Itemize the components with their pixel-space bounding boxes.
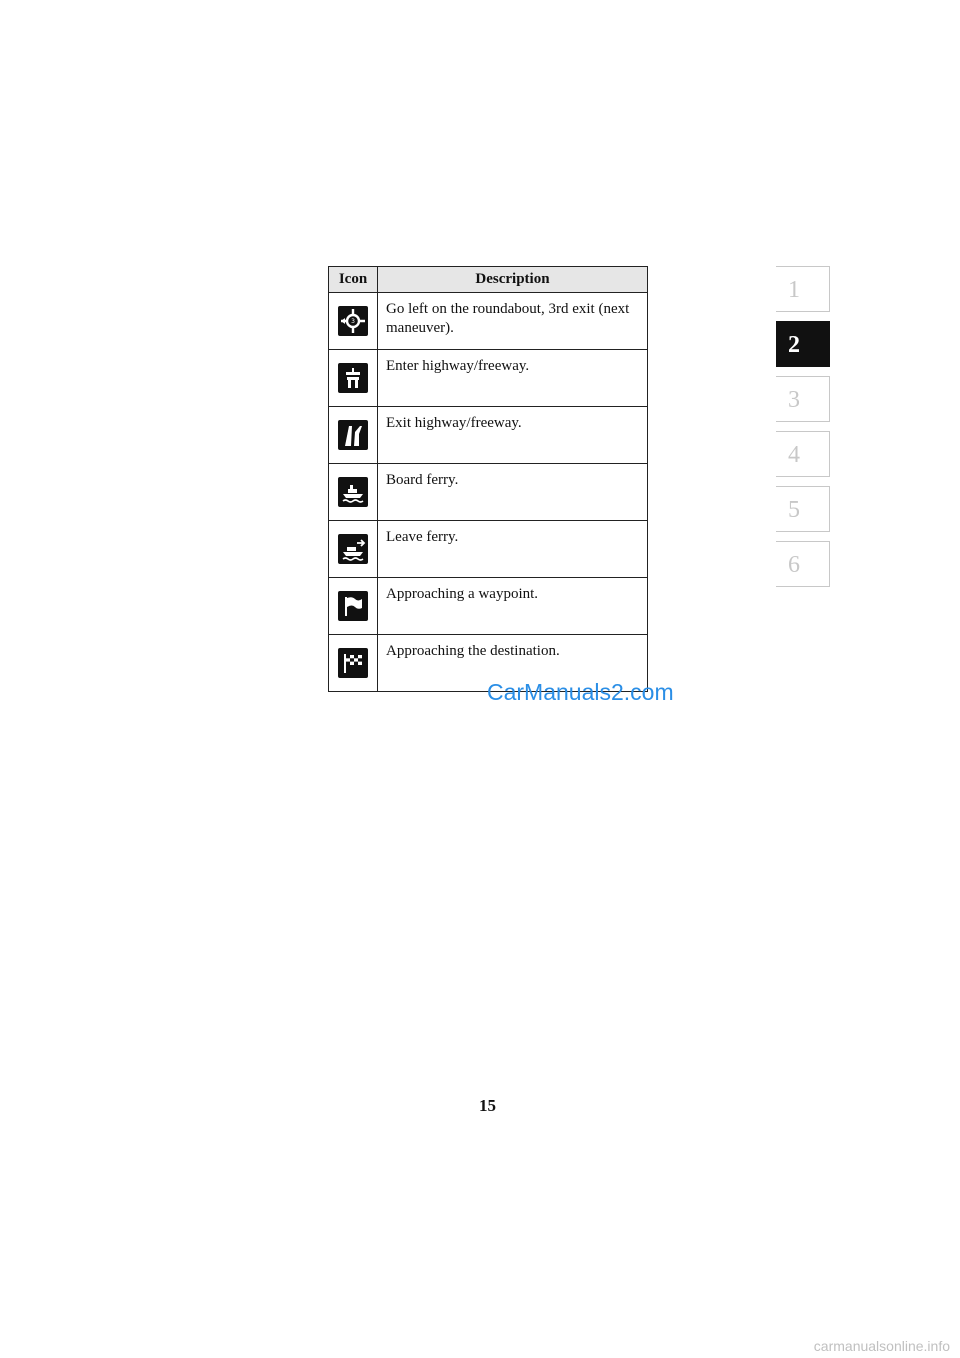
enter-highway-icon bbox=[338, 363, 368, 393]
waypoint-flag-icon bbox=[338, 591, 368, 621]
description-cell: Board ferry. bbox=[378, 464, 648, 521]
maneuver-icon-table bbox=[328, 266, 648, 692]
page-number: 15 bbox=[479, 1096, 496, 1115]
chapter-tab-1[interactable]: 1 bbox=[776, 266, 830, 312]
table-row bbox=[329, 293, 648, 350]
chapter-tab-2[interactable]: 2 bbox=[776, 321, 830, 367]
table-row bbox=[329, 350, 648, 407]
table-row bbox=[329, 578, 648, 635]
board-ferry-icon bbox=[338, 477, 368, 507]
roundabout-left-3rd-exit-icon bbox=[338, 306, 368, 336]
destination-checkered-flag-icon bbox=[338, 648, 368, 678]
header-icon: Icon bbox=[329, 267, 378, 293]
chapter-tab-5[interactable]: 5 bbox=[776, 486, 830, 532]
description-cell: Approaching the destination. bbox=[378, 635, 648, 692]
leave-ferry-icon bbox=[338, 534, 368, 564]
footer-watermark: carmanualsonline.info bbox=[813, 1338, 950, 1354]
table-row bbox=[329, 521, 648, 578]
description-cell: Leave ferry. bbox=[378, 521, 648, 578]
svg-text:3: 3 bbox=[351, 318, 355, 325]
watermark: CarManuals2.com bbox=[487, 679, 674, 705]
description-cell: Exit highway/freeway. bbox=[378, 407, 648, 464]
header-description: Description bbox=[378, 267, 648, 293]
description-cell: Go left on the roundabout, 3rd exit (next maneuver). bbox=[378, 293, 648, 350]
table-row bbox=[329, 464, 648, 521]
exit-highway-icon bbox=[338, 420, 368, 450]
chapter-tab-4[interactable]: 4 bbox=[776, 431, 830, 477]
table-row bbox=[329, 407, 648, 464]
description-cell: Approaching a waypoint. bbox=[378, 578, 648, 635]
chapter-tab-6[interactable]: 6 bbox=[776, 541, 830, 587]
chapter-tab-3[interactable]: 3 bbox=[776, 376, 830, 422]
description-cell: Enter highway/freeway. bbox=[378, 350, 648, 407]
table-header-row bbox=[329, 267, 648, 293]
